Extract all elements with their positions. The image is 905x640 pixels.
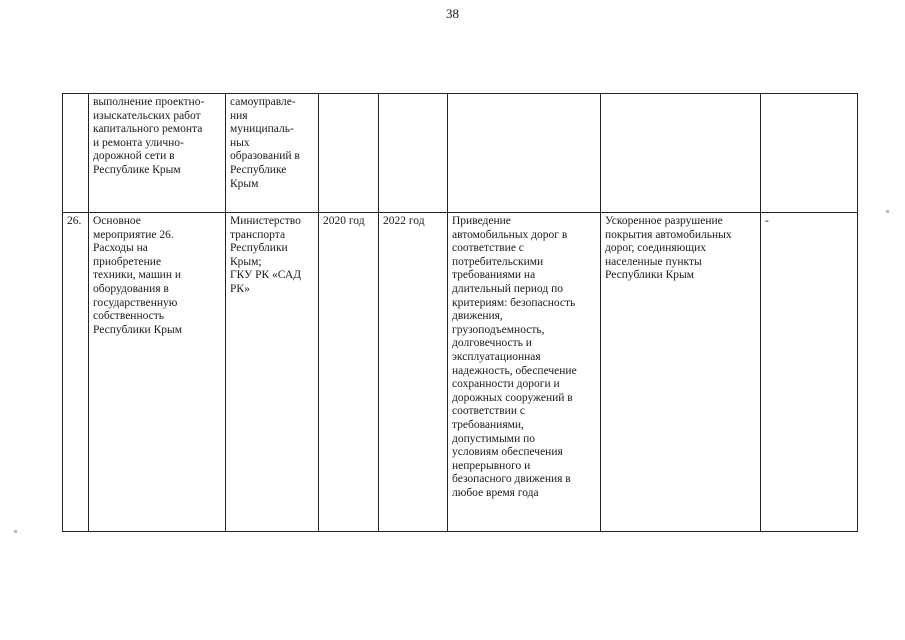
result-line: надежность, обеспечение [452, 364, 577, 377]
scan-mark [14, 530, 17, 533]
executor-line: ния [230, 109, 248, 122]
result-line: долговечность и [452, 337, 532, 350]
cell-link [761, 94, 858, 213]
event-line: государственную [93, 296, 178, 309]
consequences-line: покрытия автомобильных [605, 228, 732, 241]
event-line: дорожной сети в [93, 150, 175, 163]
executor-line: транспорта [230, 228, 286, 241]
event-line: Расходы на [93, 242, 148, 255]
cell-consequences [601, 213, 761, 532]
cell-consequences [601, 94, 761, 213]
event-line: и ремонта улично- [93, 136, 184, 149]
consequences-line: населенные пункты [605, 255, 702, 268]
cell-end-year: 2022 год [379, 213, 448, 532]
event-line: оборудования в [93, 282, 169, 295]
result-line: сохранности дороги и [452, 378, 560, 391]
page-number: 38 [446, 6, 459, 21]
event-line: техники, машин и [93, 269, 182, 282]
result-line: грузоподъемность, [452, 323, 545, 336]
event-line: Основное [93, 215, 141, 227]
event-line: выполнение проектно- [93, 96, 205, 108]
cell-event [89, 213, 226, 532]
event-line: собственность [93, 310, 165, 323]
result-line: Приведение [452, 215, 511, 227]
executor-line: Республики [230, 242, 288, 255]
event-line: приобретение [93, 255, 162, 268]
result-line: потребительскими [452, 255, 544, 268]
result-line: непрерывного и [452, 459, 531, 472]
result-line: условиям обеспечения [452, 446, 563, 459]
executor-line: Министерство [230, 215, 301, 227]
result-line: дорожных сооружений в [452, 391, 573, 404]
table-row-continued [63, 94, 858, 213]
result-line: длительный период по [452, 282, 563, 295]
cell-result [448, 94, 601, 213]
cell-event [89, 94, 226, 213]
executor-line: самоуправле- [230, 96, 296, 108]
result-line: автомобильных дорог в [452, 228, 568, 241]
cell-start-year [319, 94, 379, 213]
consequences-line: Республики Крым [605, 269, 694, 282]
cell-num [63, 94, 89, 213]
scan-mark [886, 210, 889, 213]
result-line: соответствии с [452, 405, 525, 418]
executor-line: ных [230, 136, 250, 149]
executor-line: Крым; [230, 255, 262, 268]
cell-executor [226, 94, 319, 213]
executor-line: ГКУ РК «САД [230, 269, 302, 282]
measures-table [62, 93, 858, 532]
cell-end-year [379, 94, 448, 213]
result-line: допустимыми по [452, 432, 536, 445]
result-line: движения, [452, 310, 503, 323]
result-line: эксплуатационная [452, 350, 541, 363]
executor-line: образований в [230, 150, 300, 163]
event-line: Республики Крым [93, 323, 182, 336]
result-line: любое время года [452, 486, 539, 499]
cell-link: - [761, 213, 858, 532]
event-line: Республике Крым [93, 163, 181, 176]
executor-line: Республике [230, 163, 287, 176]
result-line: соответствие с [452, 242, 524, 255]
cell-executor [226, 213, 319, 532]
executor-line: муниципаль- [230, 123, 294, 136]
table-row-26 [63, 213, 858, 532]
result-line: безопасного движения в [452, 473, 571, 486]
result-line: критериям: безопасность [452, 296, 576, 309]
event-line: мероприятие 26. [93, 228, 174, 241]
executor-line: Крым [230, 177, 259, 190]
result-line: требованиями, [452, 418, 524, 431]
consequences-line: дорог, соединяющих [605, 242, 707, 255]
result-line: требованиями на [452, 269, 536, 282]
cell-num: 26. [63, 213, 89, 532]
event-line: капитального ремонта [93, 123, 203, 136]
consequences-line: Ускоренное разрушение [605, 215, 723, 227]
cell-start-year: 2020 год [319, 213, 379, 532]
executor-line: РК» [230, 282, 250, 295]
event-line: изыскательских работ [93, 109, 201, 122]
cell-result [448, 213, 601, 532]
